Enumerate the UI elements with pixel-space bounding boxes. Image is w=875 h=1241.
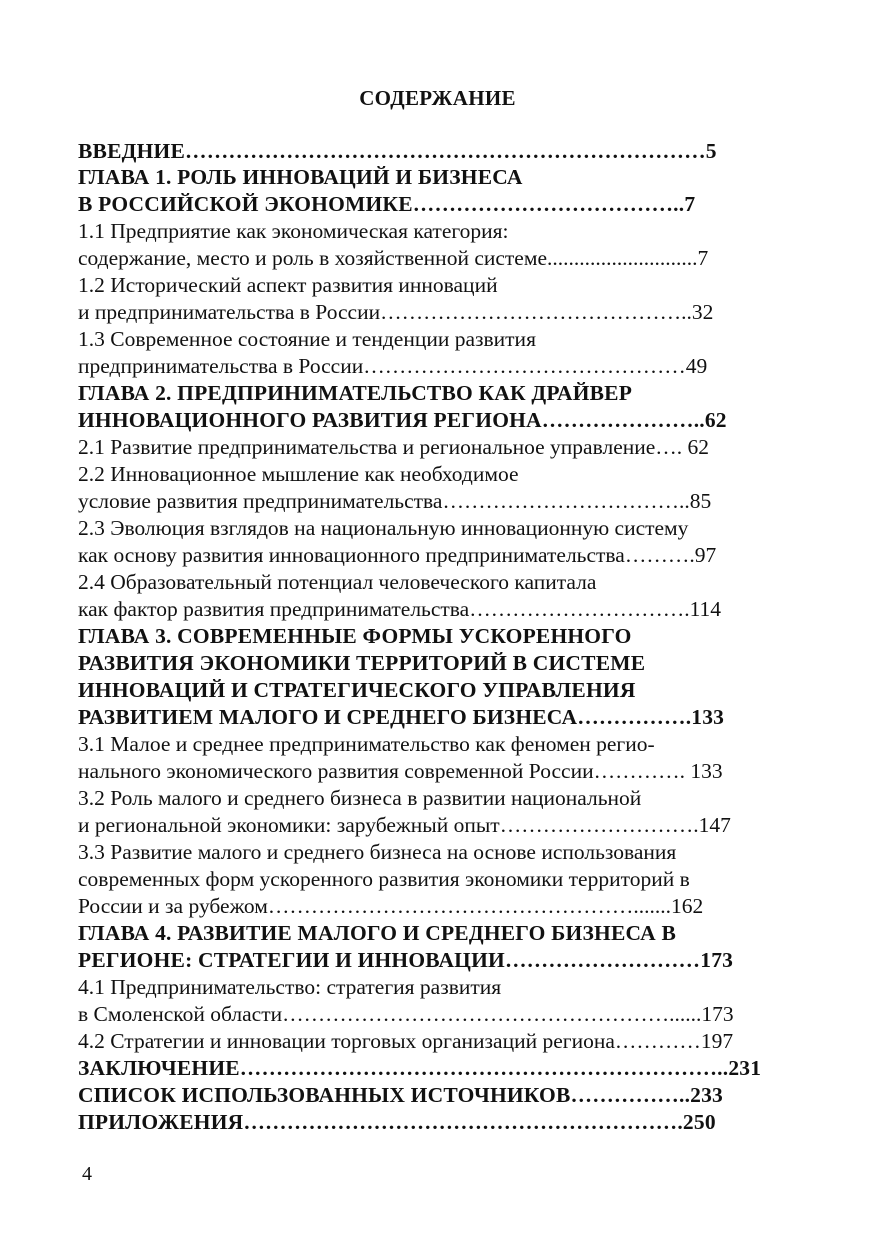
toc-section-1-1-cont[interactable]: содержание, место и роль в хозяйственной системе............................7 <box>78 246 709 270</box>
toc-appendices[interactable]: ПРИЛОЖЕНИЯ…………………………………………………….250 <box>78 1110 716 1134</box>
toc-conclusion[interactable]: ЗАКЛЮЧЕНИЕ…………………………………………………………..231 <box>78 1056 762 1080</box>
toc-section-2-2[interactable]: 2.2 Инновационное мышление как необходимое <box>78 462 519 486</box>
toc-chapter-1-heading[interactable]: ГЛАВА 1. РОЛЬ ИННОВАЦИЙ И БИЗНЕСА <box>78 165 523 189</box>
page-number: 4 <box>82 1163 92 1185</box>
toc-chapter-3-heading-cont-2[interactable]: ИННОВАЦИЙ И СТРАТЕГИЧЕСКОГО УПРАВЛЕНИЯ <box>78 678 636 702</box>
toc-chapter-3-heading[interactable]: ГЛАВА 3. СОВРЕМЕННЫЕ ФОРМЫ УСКОРЕННОГО <box>78 624 632 648</box>
page-title: СОДЕРЖАНИЕ <box>359 86 516 110</box>
toc-section-2-2-cont[interactable]: условие развития предпринимательства……………………………..85 <box>78 489 712 513</box>
toc-section-1-3-cont[interactable]: предпринимательства в России………………………………………49 <box>78 354 708 378</box>
toc-section-3-3[interactable]: 3.3 Развитие малого и среднего бизнеса на основе использования <box>78 840 677 864</box>
toc-section-4-2[interactable]: 4.2 Стратегии и инновации торговых организаций региона…………197 <box>78 1029 734 1053</box>
toc-chapter-4-heading[interactable]: ГЛАВА 4. РАЗВИТИЕ МАЛОГО И СРЕДНЕГО БИЗНЕСА В <box>78 921 676 945</box>
toc-section-1-2[interactable]: 1.2 Исторический аспект развития инноваций <box>78 273 498 297</box>
toc-section-2-3[interactable]: 2.3 Эволюция взглядов на национальную инновационную систему <box>78 516 689 540</box>
toc-section-3-2[interactable]: 3.2 Роль малого и среднего бизнеса в развитии национальной <box>78 786 642 810</box>
toc-section-3-2-cont[interactable]: и региональной экономики: зарубежный опыт……………………….147 <box>78 813 731 837</box>
toc-section-2-3-cont[interactable]: как основу развития инновационного предпринимательства……….97 <box>78 543 717 567</box>
toc-section-2-4[interactable]: 2.4 Образовательный потенциал человеческого капитала <box>78 570 597 594</box>
toc-chapter-3-heading-cont-1[interactable]: РАЗВИТИЯ ЭКОНОМИКИ ТЕРРИТОРИЙ В СИСТЕМЕ <box>78 651 646 675</box>
toc-chapter-2-heading-cont[interactable]: ИННОВАЦИОННОГО РАЗВИТИЯ РЕГИОНА…………………..62 <box>78 408 727 432</box>
toc-section-3-3-cont-1[interactable]: современных форм ускоренного развития экономики территорий в <box>78 867 690 891</box>
toc-section-1-2-cont[interactable]: и предпринимательства в России……………………………………..32 <box>78 300 714 324</box>
toc-chapter-4-heading-cont[interactable]: РЕГИОНЕ: СТРАТЕГИИ И ИННОВАЦИИ………………………173 <box>78 948 734 972</box>
toc-section-4-1[interactable]: 4.1 Предпринимательство: стратегия развития <box>78 975 502 999</box>
toc-chapter-2-heading[interactable]: ГЛАВА 2. ПРЕДПРИНИМАТЕЛЬСТВО КАК ДРАЙВЕР <box>78 381 633 405</box>
toc-section-2-1[interactable]: 2.1 Развитие предпринимательства и региональное управление…. 62 <box>78 435 710 459</box>
toc-chapter-3-heading-cont-3[interactable]: РАЗВИТИЕМ МАЛОГО И СРЕДНЕГО БИЗНЕСА…………….133 <box>78 705 725 729</box>
toc-references[interactable]: СПИСОК ИСПОЛЬЗОВАННЫХ ИСТОЧНИКОВ……………..233 <box>78 1083 724 1107</box>
toc-section-2-4-cont[interactable]: как фактор развития предпринимательства………………………….114 <box>78 597 722 621</box>
toc-section-3-3-cont-2[interactable]: России и за рубежом…………………………………………….......162 <box>78 894 704 918</box>
toc-section-1-1[interactable]: 1.1 Предприятие как экономическая категория: <box>78 219 509 243</box>
toc-section-3-1-cont[interactable]: нального экономического развития современной России…………. 133 <box>78 759 723 783</box>
toc-section-3-1[interactable]: 3.1 Малое и среднее предпринимательство как феномен регио- <box>78 732 655 756</box>
toc-introduction[interactable]: ВВЕДНИЕ………………………………………………………………5 <box>78 139 717 163</box>
toc-section-1-3[interactable]: 1.3 Современное состояние и тенденции развития <box>78 327 536 351</box>
toc-chapter-1-heading-cont[interactable]: В РОССИЙСКОЙ ЭКОНОМИКЕ………………………………..7 <box>78 192 696 216</box>
toc-section-4-1-cont[interactable]: в Смоленской области………………………………………………......173 <box>78 1002 734 1026</box>
